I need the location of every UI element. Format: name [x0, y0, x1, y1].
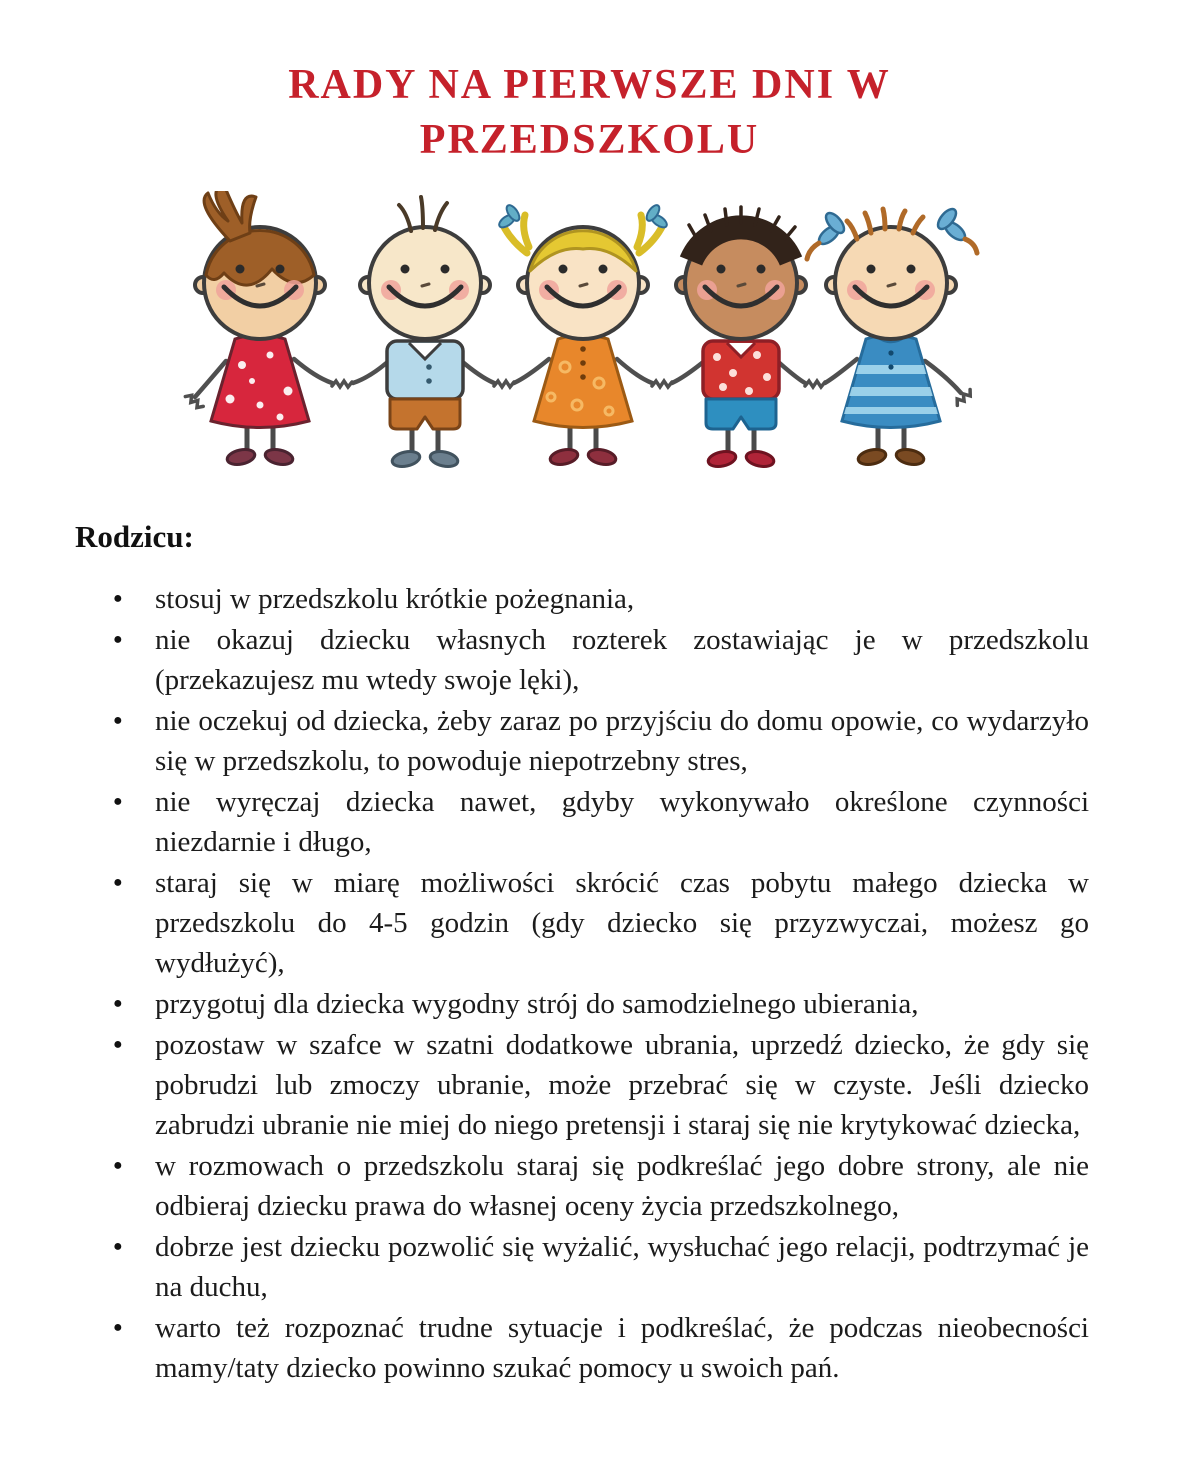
child-boy-blue-shirt: [360, 197, 490, 469]
list-item: [113, 1146, 1089, 1226]
list-item-text: warto też rozpoznać trudne sytuacje i podkreślać, że podczas nieobecności mamy/taty dziecko powinno szukać pomocy u swoich pań.: [155, 1312, 1089, 1385]
child-girl-orange-dress: [497, 203, 669, 467]
bullet-icon: ●: [113, 631, 123, 649]
list-item-text: przygotuj dla dziecka wygodny strój do samodzielnego ubierania,: [155, 988, 919, 1021]
bullet-icon: ●: [113, 1238, 123, 1256]
list-item-text: nie oczekuj od dziecka, żeby zaraz po przyjściu do domu opowie, co wydarzyło się w przedszkolu, to powoduje niepotrzebny stres,: [155, 705, 1089, 778]
list-item: [113, 579, 1089, 619]
bullet-icon: ●: [113, 874, 123, 892]
child-girl-red-dress: [195, 191, 325, 467]
list-item: [113, 782, 1089, 862]
list-item: [113, 863, 1089, 983]
bullet-icon: ●: [113, 712, 123, 730]
page-title-line1: RADY NA PIERWSZE DNI W: [288, 62, 891, 108]
bullet-icon: ●: [113, 1157, 123, 1175]
list-item: [113, 1308, 1089, 1388]
child-girl-blue-dress: [807, 206, 977, 467]
children-illustration: [175, 191, 1005, 471]
list-item-text: nie okazuj dziecku własnych rozterek zostawiając je w przedszkolu (przekazujesz mu wtedy swoje lęki),: [155, 624, 1089, 697]
list-item: [113, 620, 1089, 700]
bullet-icon: ●: [113, 995, 123, 1013]
advice-list: [113, 579, 1089, 1388]
child-boy-red-shirt: [676, 207, 806, 469]
bullet-icon: ●: [113, 1319, 123, 1337]
list-item-text: staraj się w miarę możliwości skrócić czas pobytu małego dziecka w przedszkolu do 4-5 godzin (gdy dziecko się przyzwyczai, możesz go wydłużyć),: [155, 867, 1089, 980]
list-item: [113, 701, 1089, 781]
page-title-line2: PRZEDSZKOLU: [419, 116, 760, 163]
list-item-text: pozostaw w szafce w szatni dodatkowe ubrania, uprzedź dziecko, że gdy się pobrudzi lub zmoczy ubranie, może przebrać się w czyste. Jeśli dziecko zabrudzi ubranie nie miej do niego pretensji i staraj się nie krytykować dziecka,: [155, 1029, 1089, 1142]
list-item-text: dobrze jest dziecku pozwolić się wyżalić, wysłuchać jego relacji, podtrzymać je na duchu,: [155, 1231, 1089, 1304]
list-item-text: stosuj w przedszkolu krótkie pożegnania,: [155, 583, 635, 616]
bullet-icon: ●: [113, 793, 123, 811]
list-item: [113, 984, 1089, 1024]
section-heading: Rodzicu:: [75, 519, 194, 555]
list-item: [113, 1025, 1089, 1145]
bullet-icon: ●: [113, 590, 123, 608]
list-item-text: nie wyręczaj dziecka nawet, gdyby wykonywało określone czynności niezdarnie i długo,: [155, 786, 1089, 859]
bullet-icon: ●: [113, 1036, 123, 1054]
list-item-text: w rozmowach o przedszkolu staraj się podkreślać jego dobre strony, ale nie odbieraj dziecku prawa do własnej oceny życia przedszkolnego,: [155, 1150, 1089, 1223]
page-title: [30, 58, 1149, 167]
children-illustration-svg: [175, 191, 1005, 471]
list-item: [113, 1227, 1089, 1307]
